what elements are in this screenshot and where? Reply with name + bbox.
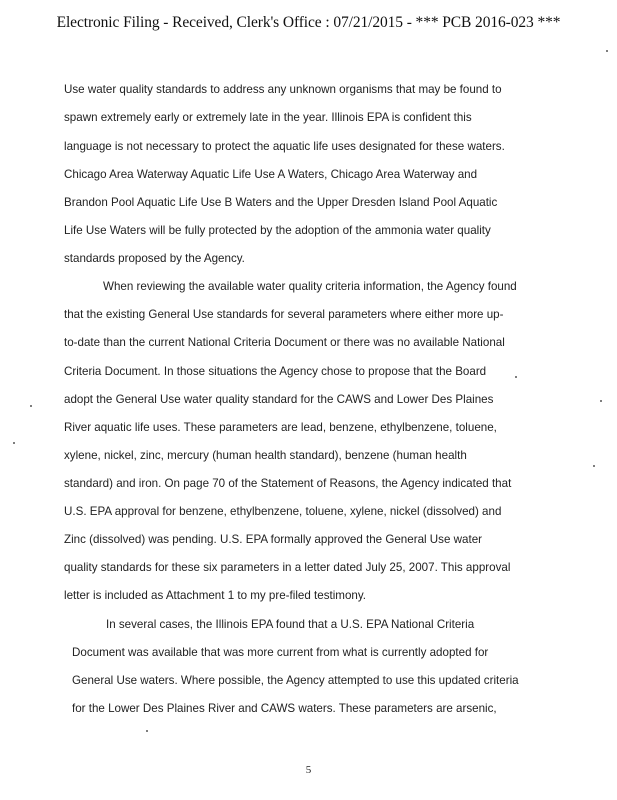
text-line: Brandon Pool Aquatic Life Use B Waters and the Upper Dresden Island Pool Aquatic <box>64 196 498 209</box>
text-line: Use water quality standards to address any unknown organisms that may be found to <box>64 83 502 96</box>
text-line: standards proposed by the Agency. <box>64 252 245 265</box>
text-line: standard) and iron. On page 70 of the Statement of Reasons, the Agency indicated that <box>64 477 512 490</box>
scan-speck <box>593 465 595 467</box>
text-line: U.S. EPA approval for benzene, ethylbenzene, toluene, xylene, nickel (dissolved) and <box>64 505 502 518</box>
text-line: Chicago Area Waterway Aquatic Life Use A Waters, Chicago Area Waterway and <box>64 168 478 181</box>
text-line: that the existing General Use standards for several parameters where either more up- <box>64 308 504 321</box>
text-line: to-date than the current National Criteria Document or there was no available National <box>64 336 505 349</box>
scan-speck <box>606 50 608 52</box>
text-line: Life Use Waters will be fully protected by the adoption of the ammonia water quality <box>64 224 491 237</box>
text-line: adopt the General Use water quality standard for the CAWS and Lower Des Plaines <box>64 393 494 406</box>
text-line: quality standards for these six parameters in a letter dated July 25, 2007. This approval <box>64 561 511 574</box>
text-line: xylene, nickel, zinc, mercury (human health standard), benzene (human health <box>64 449 467 462</box>
scan-speck <box>600 400 602 402</box>
filing-stamp-header: Electronic Filing - Received, Clerk's Office : 07/21/2015 - *** PCB 2016-023 *** <box>56 14 561 31</box>
scan-speck <box>13 442 15 444</box>
text-line: Zinc (dissolved) was pending. U.S. EPA formally approved the General Use water <box>64 533 482 546</box>
text-line: letter is included as Attachment 1 to my pre-filed testimony. <box>64 589 367 602</box>
text-line: River aquatic life uses. These parameters are lead, benzene, ethylbenzene, toluene, <box>64 421 497 434</box>
scan-speck <box>30 405 32 407</box>
scan-speck <box>146 730 148 732</box>
text-line: spawn extremely early or extremely late in the year. Illinois EPA is confident this <box>64 111 472 124</box>
page-number: 5 <box>305 764 312 776</box>
text-line: language is not necessary to protect the aquatic life uses designated for these waters. <box>64 140 505 153</box>
text-line: for the Lower Des Plaines River and CAWS waters. These parameters are arsenic, <box>72 702 497 715</box>
text-line: Criteria Document. In those situations the Agency chose to propose that the Board <box>64 365 487 378</box>
text-line: General Use waters. Where possible, the Agency attempted to use this updated criteria <box>72 674 519 687</box>
text-line: Document was available that was more current from what is currently adopted for <box>72 646 489 659</box>
scan-speck <box>515 376 517 378</box>
text-line: When reviewing the available water quality criteria information, the Agency found <box>103 280 517 293</box>
text-line: In several cases, the Illinois EPA found that a U.S. EPA National Criteria <box>106 618 475 631</box>
